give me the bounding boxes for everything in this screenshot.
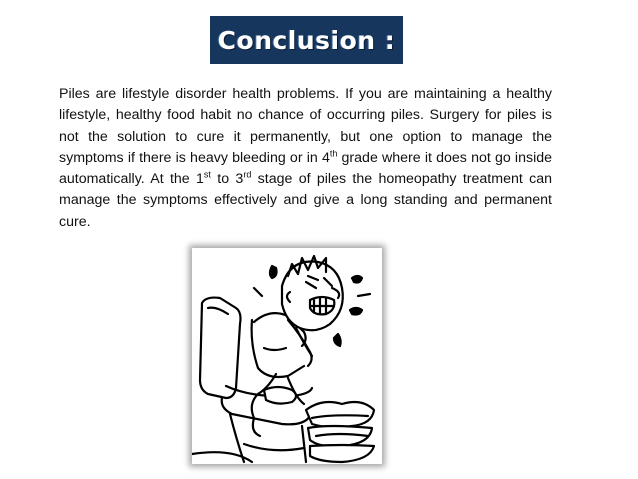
paragraph-part-2: grade where it does not go inside automatically. At the 1	[59, 149, 553, 188]
slide-title: Conclusion :	[217, 25, 396, 55]
paragraph-part-1: Piles are lifestyle disorder health problems. If you are maintaining a healthy lifestyle, healthy food habit no chance of occurring piles. Surgery for piles is not the solution to cure it permanently, but one option to manage the symptoms if there is heavy bleeding or in 4	[59, 86, 552, 166]
toilet-cartoon-illustration	[192, 248, 382, 464]
superscript-st: st	[203, 169, 211, 180]
superscript-rd: rd	[243, 169, 252, 180]
paragraph-part-4: stage of piles the homeopathy treatment can manage the symptoms effectively and give a long standing and permanent cure.	[59, 171, 552, 230]
conclusion-paragraph	[59, 84, 552, 233]
superscript-th: th	[329, 148, 338, 159]
title-banner	[210, 16, 403, 64]
man-straining-on-toilet-icon	[192, 248, 382, 464]
paragraph-part-3: to 3	[210, 171, 244, 188]
